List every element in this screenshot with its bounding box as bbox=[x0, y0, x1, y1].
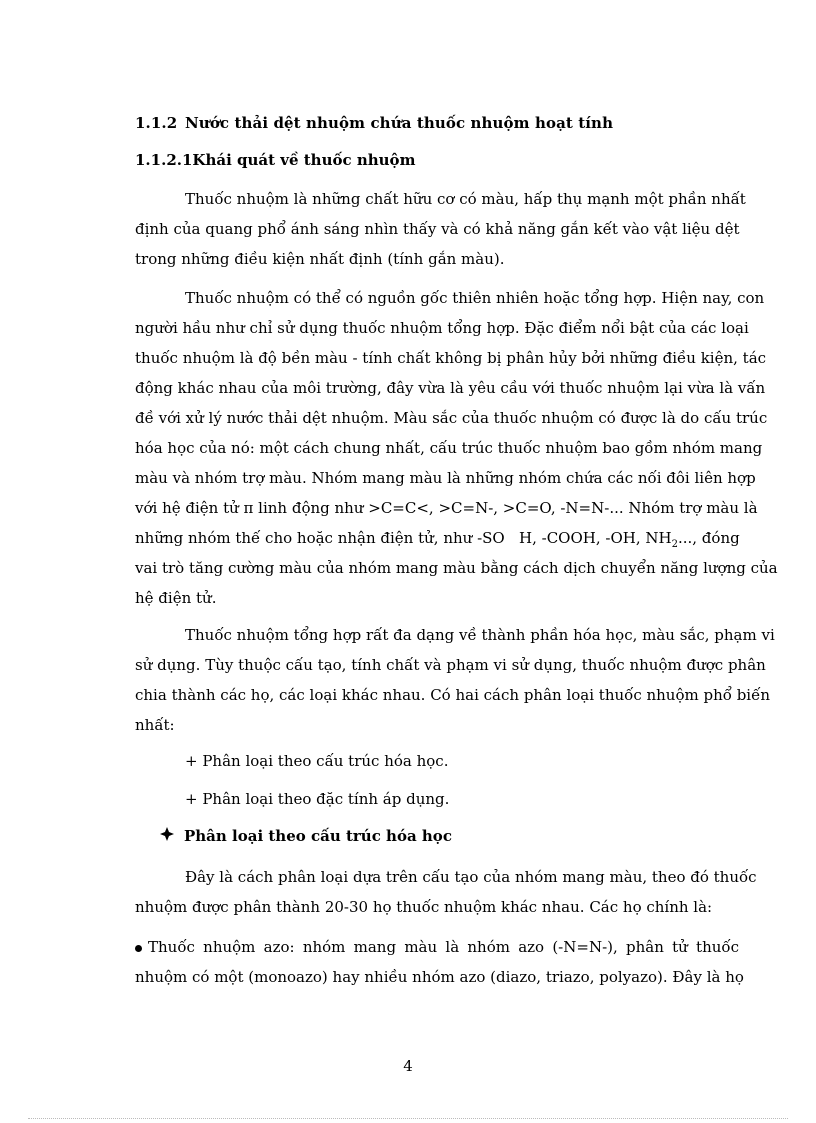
text-line-with-subscript bbox=[135, 523, 739, 553]
bullet-paragraph bbox=[135, 932, 744, 992]
page-number: 4 bbox=[403, 1057, 413, 1075]
paragraph-4 bbox=[135, 862, 757, 922]
text-line: nhất: bbox=[135, 716, 175, 734]
classification-heading bbox=[160, 827, 452, 845]
subsection-heading: 1.1.2.1Khái quát về thuốc nhuộm bbox=[135, 151, 416, 169]
list-item: + Phân loại theo đặc tính áp dụng. bbox=[185, 790, 450, 808]
paragraph-2 bbox=[135, 283, 778, 613]
diamond-bullet-icon bbox=[160, 827, 184, 845]
section-heading bbox=[135, 114, 613, 132]
text-line: đề với xử lý nước thải dệt nhuộm. Màu sắc của thuốc nhuộm có được là do cấu trúc bbox=[135, 409, 768, 427]
text-line: trong những điều kiện nhất định (tính gắn màu). bbox=[135, 250, 505, 268]
text-line: hóa học của nó: một cách chung nhất, cấu trúc thuốc nhuộm bao gồm nhóm mang bbox=[135, 439, 763, 457]
subscript: 2 bbox=[671, 539, 678, 550]
text-line: Đây là cách phân loại dựa trên cấu tạo của nhóm mang màu, theo đó thuốc bbox=[185, 868, 757, 886]
text-line: Thuốc nhuộm tổng hợp rất đa dạng về thành phần hóa học, màu sắc, phạm vi bbox=[185, 626, 775, 644]
footer-divider bbox=[28, 1118, 788, 1119]
text-line: hệ điện tử. bbox=[135, 589, 217, 607]
text-line: nhuộm được phân thành 20-30 họ thuốc nhuộm khác nhau. Các họ chính là: bbox=[135, 898, 713, 916]
paragraph-3 bbox=[135, 620, 775, 740]
text-line: chia thành các họ, các loại khác nhau. Có hai cách phân loại thuốc nhuộm phổ biến bbox=[135, 686, 770, 704]
text-line: Thuốc nhuộm azo: nhóm mang màu là nhóm azo (-N=N-), phân tử thuốc bbox=[148, 938, 739, 956]
section-title: Nước thải dệt nhuộm chứa thuốc nhuộm hoạt tính bbox=[185, 114, 614, 132]
bullet-line bbox=[135, 932, 739, 962]
section-number: 1.1.2 bbox=[135, 114, 178, 132]
text-line: với hệ điện tử π linh động như >C=C<, >C=N-, >C=O, -N=N-... Nhóm trợ màu là bbox=[135, 499, 758, 517]
text-line: màu và nhóm trợ màu. Nhóm mang màu là những nhóm chứa các nối đôi liên hợp bbox=[135, 469, 756, 487]
list-item: + Phân loại theo cấu trúc hóa học. bbox=[185, 752, 449, 770]
bullet-dot-icon bbox=[135, 945, 142, 952]
text-line: định của quang phổ ánh sáng nhìn thấy và có khả năng gắn kết vào vật liệu dệt bbox=[135, 220, 740, 238]
text-line: sử dụng. Tùy thuộc cấu tạo, tính chất và phạm vi sử dụng, thuốc nhuộm được phân bbox=[135, 656, 766, 674]
text-line: vai trò tăng cường màu của nhóm mang màu bằng cách dịch chuyển năng lượng của bbox=[135, 559, 778, 577]
text-line: động khác nhau của môi trường, đây vừa là yêu cầu với thuốc nhuộm lại vừa là vấn bbox=[135, 379, 766, 397]
text-line-tail: ..., đóng bbox=[677, 529, 740, 547]
text-line: Thuốc nhuộm là những chất hữu cơ có màu, hấp thụ mạnh một phần nhất bbox=[185, 190, 746, 208]
classification-heading-text: Phân loại theo cấu trúc hóa học bbox=[184, 827, 452, 845]
text-line: nhuộm có một (monoazo) hay nhiều nhóm azo (diazo, triazo, polyazo). Đây là họ bbox=[135, 968, 744, 986]
text-line: Thuốc nhuộm có thể có nguồn gốc thiên nhiên hoặc tổng hợp. Hiện nay, con bbox=[185, 289, 765, 307]
paragraph-1 bbox=[135, 184, 746, 274]
text-line: người hầu như chỉ sử dụng thuốc nhuộm tổng hợp. Đặc điểm nổi bật của các loại bbox=[135, 319, 749, 337]
text-line: thuốc nhuộm là độ bền màu - tính chất không bị phân hủy bởi những điều kiện, tác bbox=[135, 349, 767, 367]
text-line: những nhóm thế cho hoặc nhận điện tử, như -SO H, -COOH, -OH, NH bbox=[135, 529, 672, 547]
